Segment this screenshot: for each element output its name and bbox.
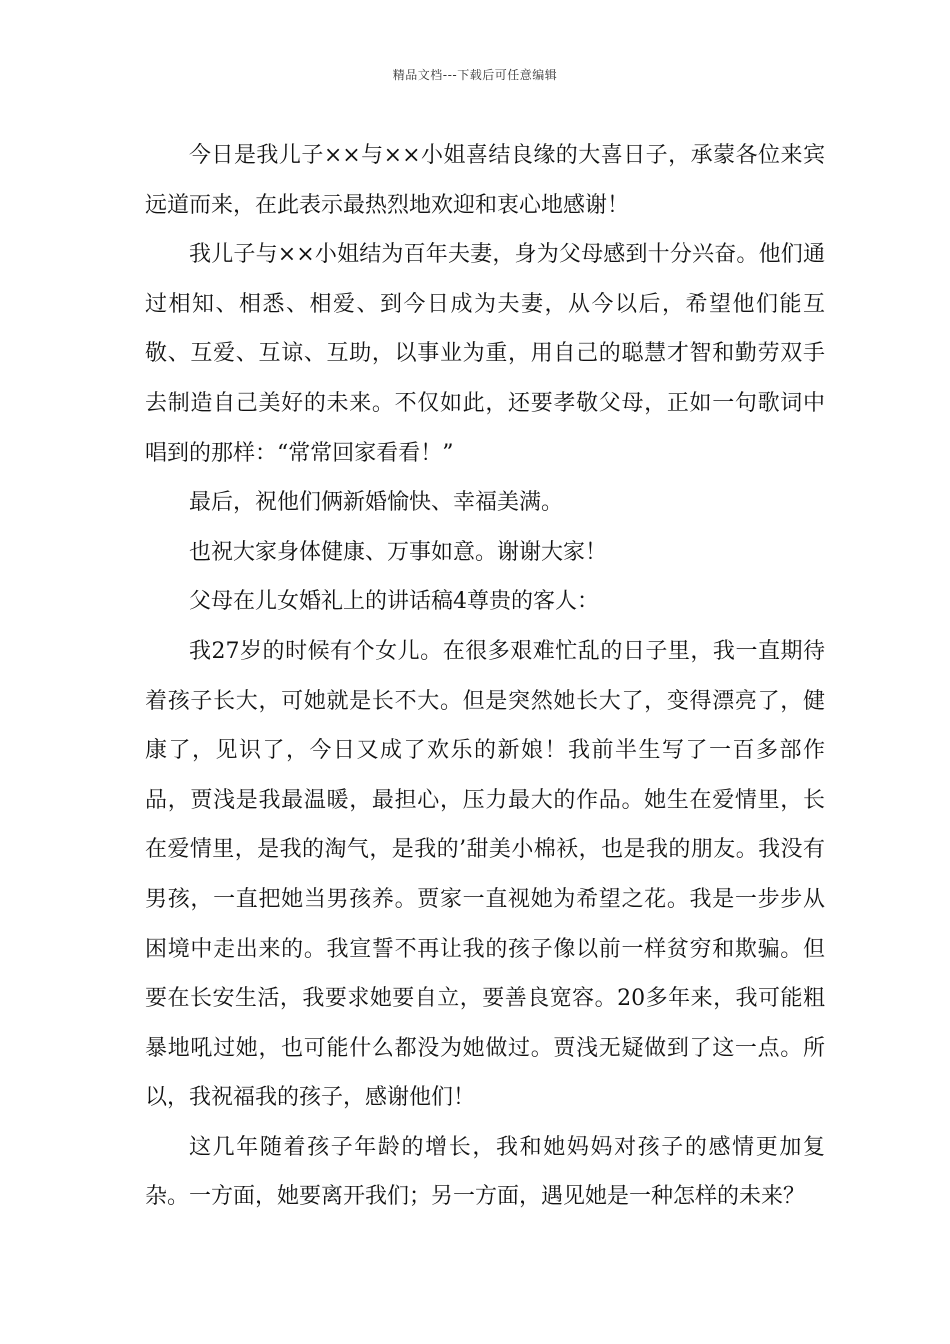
page-header: 精品文档---下载后可任意编辑 bbox=[392, 68, 558, 82]
paragraph-3: 最后，祝他们俩新婚愉快、幸福美满。 bbox=[189, 490, 564, 516]
paragraph-1: 今日是我儿子××与××小姐喜结良缘的大喜日子，承蒙各位来宾远道而来，在此表示最热烈地欢迎和衷心地感谢！ bbox=[145, 143, 825, 218]
paragraph-5: 父母在儿女婚礼上的讲话稿4尊贵的客人： bbox=[189, 589, 599, 615]
paragraph-7: 这几年随着孩子年龄的增长，我和她妈妈对孩子的感情更加复杂。一方面，她要离开我们；另一方面，遇见她是一种怎样的未来？ bbox=[145, 1134, 825, 1210]
document-body bbox=[145, 131, 825, 1222]
paragraph-4: 也祝大家身体健康、万事如意。谢谢大家！ bbox=[189, 539, 608, 565]
paragraph-2: 我儿子与××小姐结为百年夫妻，身为父母感到十分兴奋。他们通过相知、相悉、相爱、到今日成为夫妻，从今以后，希望他们能互敬、互爱、互谅、互助，以事业为重，用自己的聪慧才智和勤劳双手去制造自己美好的未来。不仅如此，还要孝敬父母，正如一句歌词中唱到的那样：“常常回家看看！” bbox=[145, 242, 825, 466]
paragraph-6: 我27岁的时候有个女儿。在很多艰难忙乱的日子里，我一直期待着孩子长大，可她就是长不大。但是突然她长大了，变得漂亮了，健康了，见识了，今日又成了欢乐的新娘！我前半生写了一百多部作品，贾浅是我最温暖，最担心，压力最大的作品。她生在爱情里，长在爱情里，是我的淘气，是我的’甜美小棉袄，也是我的朋友。我没有男孩，一直把她当男孩养。贾家一直视她为希望之花。我是一步步从困境中走出来的。我宣誓不再让我的孩子像以前一样贫穷和欺骗。但要在长安生活，我要求她要自立，要善良宽容。20多年来，我可能粗暴地吼过她，也可能什么都没为她做过。贾浅无疑做到了这一点。所以，我祝福我的孩子，感谢他们！ bbox=[145, 638, 825, 1111]
